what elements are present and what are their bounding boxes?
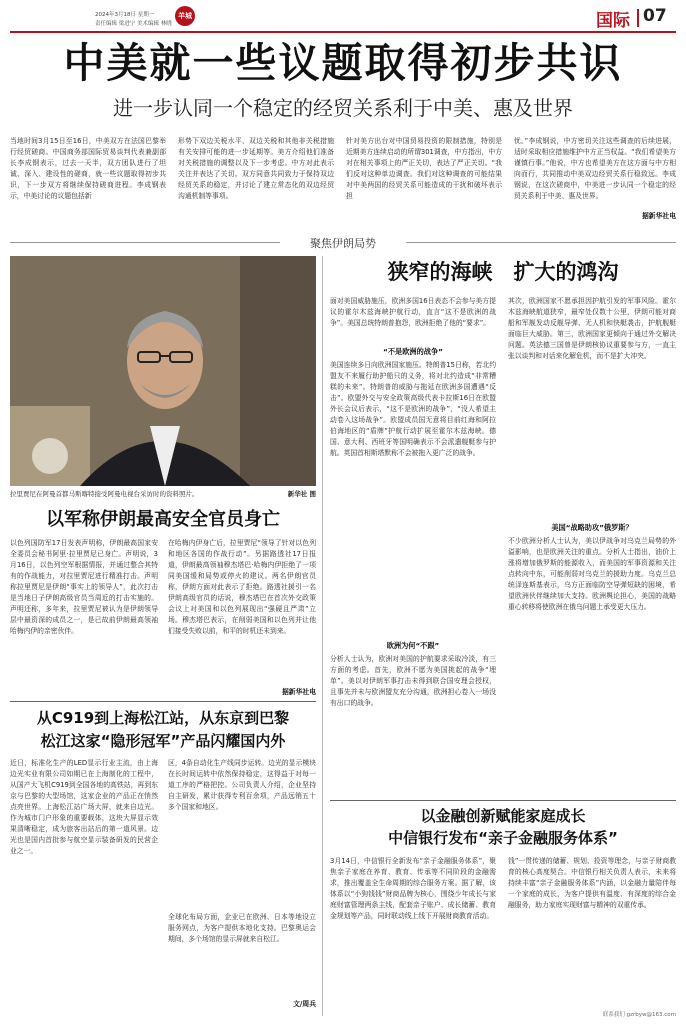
iran-col-1: 以色列国防军17日发表声明称，伊朗最高国家安全委员会秘书阿里·拉里贾尼已身亡。声明说，3月16日，以色列空军根据情报，并通过整合其特有的作战能力，对拉里贾尼进行精准打击。声明称拉里贾尼是伊朗“事实上的领导人”，此次打击是当地日子伊朗高级官员当周近的打击实施的。声明还称，多年来，拉里贾尼被认为是伊朗领导层中最资深的成员之一，是已故前伊朗最高领袖哈梅内伊的亲密伙伴。 [10, 539, 158, 635]
photo-caption: 拉里贾尼在阿曼首都马斯喀特接受阿曼电视台采访时的资料照片。 [10, 490, 199, 498]
lead-col-2: 形势下双边关税水平、双边关税和其他非关税措施有关安排可能的进一步延期等。美方介绍他们准备对关税措施的调整以及下一步考虑。中方对此表示关注并表达了关切。双方同意共同致力于保持双边经贸关系的稳定，并讨论了建立常态化的双边经贸沟通机制等事项。 [178, 137, 334, 200]
strait-sub-2: 欧洲为何“不跟” [386, 641, 440, 650]
strait-col1-body: 美国连续多日向欧洲国家施压。特朗普15日称，若北约盟友不来履行助护船只的义务，将对北约造成“非常糟糕的未来”。特朗普的威胁与拖延在欧洲多国遭遇“反击”。欧盟外交与安全政策高级代表卡拉斯16日在欧盟外长会议后表示，“这不是欧洲的战争”，“没人希望主动卷入这场战争”。欧盟成员国无意将目前红海和阿拉伯海地区的“盾牌”护航行动扩展至霍尔木兹海峡。德国、意大利、西班牙等国明确表示不会派遣舰艇参与护航。英国首相斯塔默称不会被拖入更广泛的战争。 [330, 361, 496, 457]
c919-source: 文/周兵 [293, 1000, 316, 1008]
page-divider [637, 9, 639, 27]
iran-col-2: 在哈梅内伊身亡后，拉里贾尼“领导了针对以色列和地区各国的作战行动”。另据路透社17日报道，伊朗最高领袖穆杰塔巴·哈梅内伊拒绝了一项同美国缓和局势或停火的建议。两名伊朗官员称，伊朗方面对此表示了拒绝。路透社援引一名伊朗高级官员的话说，穆杰塔巴在首次外交政策会议上对美国和以色列展现出“强硬且严肃”立场。穆杰塔巴表示，在削弱美国和以色列并让他们接受失败以前，和平的时机还未到来。 [168, 539, 316, 635]
lead-col-1: 当地时间3月15日至16日，中美双方在法国巴黎举行经贸磋商。中国商务部国际贸易谈判代表兼副部长李成钢表示，过去一天半，双方团队进行了坦诚、深入、建设性的磋商，就一些议题取得初步共识，下一步双方将继续保持磋商进程。李成钢表示，中美讨论的议题包括新 [10, 137, 166, 200]
iran-source: 据新华社电 [282, 688, 316, 696]
lead-col-3: 针对美方出台对中国贸易投资的限制措施，特别是近期美方连续启动的所谓301调查，中方指出，中方对在相关事项上的严正关切，表达了严正关切。“我们反对这种单边调查。我们对这种调查的可能结果对中美两国的经贸关系可能造成的干扰和破坏表示担 [346, 137, 502, 200]
lead-source: 据新华社电 [642, 212, 676, 220]
strait-sub-3: 美国“战略助攻”俄罗斯？ [551, 523, 633, 532]
footer-contact: 联系我们 gzrbyw@163.com [602, 1012, 676, 1018]
c919-headline-1: 从C919到上海松江站，从东京到巴黎 [36, 709, 290, 727]
c919-col-1: 近日，标准化生产的LED显示行业主流，由上海边光实业有限公司如期已在上海制化的工程中，从国产大飞机C919到全国各地的高铁站，再到东京与巴黎的大型场馆，这家企业的产品正在悄然点亮世界。上海松江站广场大屏，就来自边光。作为城市门户形象的重要载体，这块大屏显示效果清晰稳定，成为旅客出站后的第一道风景。边光也是国内首批参与航空显示装备研发的民营企业之一。 [10, 759, 158, 855]
strait-sub-1: “不是欧洲的战争” [383, 347, 443, 356]
strait-headline: 狭窄的海峡 扩大的鸿沟 [387, 260, 619, 284]
masthead-logo: 羊城 [175, 6, 195, 26]
bank-headline-2: 中信银行发布“亲子金融服务体系” [388, 829, 618, 847]
iran-bottom-rule [10, 701, 316, 702]
masthead-date: 2024年3月18日 星期一 [95, 12, 155, 18]
strait-bottom-rule [330, 800, 676, 801]
page-number: 07 [643, 6, 667, 26]
lead-headline: 中美就一些议题取得初步共识 [63, 39, 623, 87]
column-divider [322, 256, 323, 1016]
portrait-illustration [10, 256, 316, 486]
bank-col-1: 3月14日，中信银行全新发布“亲子金融服务体系”，聚焦亲子家庭在养育、教育、传承等不同阶段的金融需求，推出覆盖全生命周期的综合服务方案。据了解，该体系以“小狗钱钱”财商品牌为核心，围绕少年成长与家庭财富管理两条主线，配套亲子账户、成长储蓄、教育金规划等产品，同时联动线上线下开展财商教育活动。 [330, 857, 496, 920]
strait-col2-end: 不少欧洲分析人士认为，美以伊战争对乌克兰局势的外溢影响，也是欧洲关注的重点。分析人士指出，油价上涨将增加俄罗斯的能源收入，而美国的军事资源和关注点转向中东，可能削弱对乌克兰的援助力度。乌克兰总统泽连斯基表示，乌方正面临防空导弹短缺的困境，希望欧洲伙伴继续加大支持。欧洲舆论担心，美国的战略重心转移将使欧洲在俄乌问题上承受更大压力。 [508, 537, 676, 611]
lead-subhead: 进一步认同一个稳定的经贸关系利于中美、惠及世界 [113, 96, 573, 120]
band-rule-right [406, 242, 676, 243]
section-label: 国际 [596, 11, 630, 31]
strait-col2-body: 其次，欧洲国家不愿承担因护航引发的军事风险。霍尔木兹海峡航道狭窄，最窄处仅数十公里，伊朗可能对商船和军舰发动反舰导弹、无人机和快艇袭击，护航舰艇面临巨大威胁。第三，欧洲国家更倾向于通过外交解决问题。英法德三国曾是伊朗核协议重要参与方，一直主张以谈判和对话来化解危机，而不是扩大冲突。 [508, 297, 676, 360]
photo-credit: 新华社 图 [287, 490, 316, 498]
bank-col-2: 钱”一贯传递的储蓄、规划、投资等理念，与亲子财商教育的核心高度契合。中信银行相关负责人表示，未来将持续丰富“亲子金融服务体系”内涵，以金融力量陪伴每一个家庭的成长，为客户提供有温度、有深度的综合金融服务，助力家庭实现财富与精神的双重传承。 [508, 857, 676, 909]
bank-headline-1: 以金融创新赋能家庭成长 [420, 807, 586, 825]
news-photo [10, 256, 316, 486]
masthead-editor: 责任编辑 梁进宁 美术编辑 林晓 [95, 21, 172, 27]
lead-col-4: 忧。”李成钢说，中方密切关注这些调查的后续进展，适时采取相应措施维护中方正当权益。“我们希望美方谨慎行事。”他说，中方也希望美方在这方面与中方相向而行，共同推动中美双边经贸关系行稳致远。李成钢说，在这次磋商中，中美进一步认同一个稳定的经贸关系利于中美、惠及世界。 [514, 137, 676, 200]
strait-col1-end: 分析人士认为，欧洲对美国的护航要求采取冷淡，有三方面的考虑。首先，欧洲不愿为美国挑起的战争“埋单”。美以对伊朗军事打击未得到联合国安理会授权，且事先并未与欧洲盟友充分沟通，欧洲担心卷入一场没有出口的战争。 [330, 655, 496, 707]
masthead-rule [10, 31, 676, 33]
c919-headline-2: 松江这家“隐形冠军”产品闪耀国内外 [40, 732, 286, 750]
strait-col1-intro: 面对美国威胁施压，欧洲多国16日表态不会参与美方提议的霍尔木兹海峡护航行动，直言“这不是欧洲的战争”。美国总统特朗普抱怨，欧洲拒绝了他的“要求”。 [330, 297, 496, 327]
band-rule-left [10, 242, 280, 243]
iran-headline: 以军称伊朗最高安全官员身亡 [46, 509, 280, 530]
c919-col-2b: 全球化布局方面，企业已在欧洲、日本等地设立服务网点，为客户提供本地化支持。巴黎奥运会期间，多个场馆的显示屏就来自松江。 [168, 913, 316, 943]
band-label: 聚焦伊朗局势 [310, 237, 376, 250]
c919-col-2: 区，4条自动化生产线同步运转。边光的显示模块在长时间运转中依然保持稳定，这得益于对每一道工序的严格把控。公司负责人介绍，企业坚持自主研发，累计获得专利百余项，产品远销五十多个国家和地区。 [168, 759, 316, 811]
